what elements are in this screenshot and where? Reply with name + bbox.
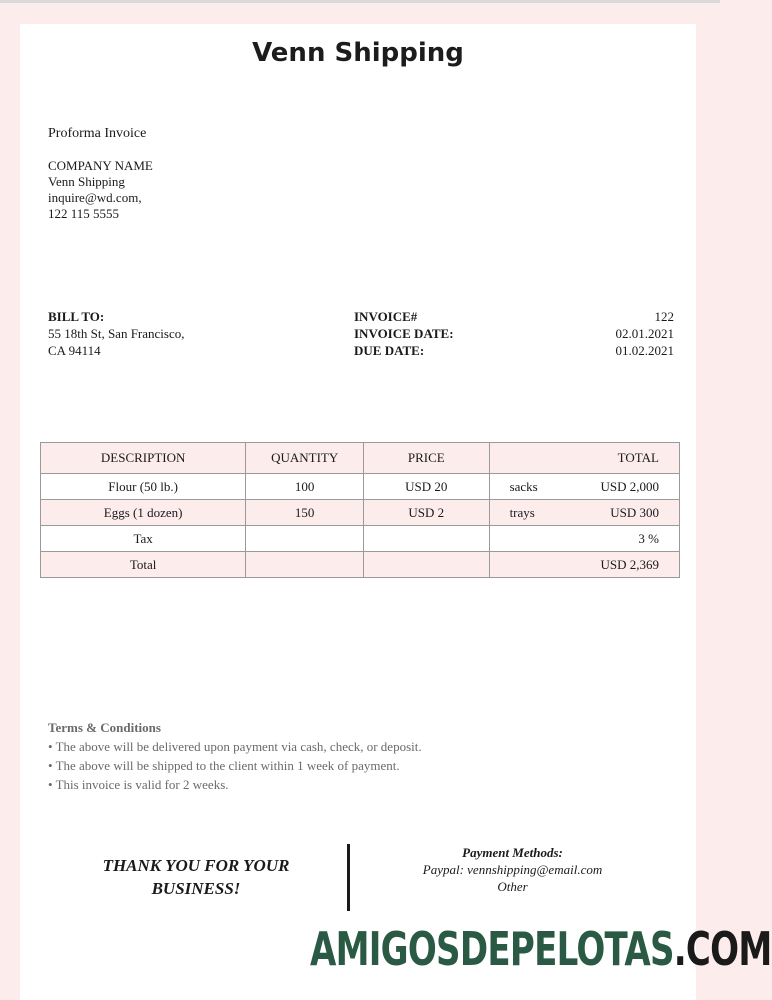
company-title: Venn Shipping xyxy=(252,38,464,68)
terms-section xyxy=(48,718,422,794)
row-total-value: USD 2,000 xyxy=(600,478,659,494)
row-price: USD 20 xyxy=(364,474,490,500)
items-table xyxy=(40,442,680,578)
header-price: PRICE xyxy=(364,443,490,474)
due-date: 01.02.2021 xyxy=(615,343,674,358)
header-total xyxy=(489,443,679,474)
row-price xyxy=(364,526,490,552)
company-phone: 122 115 5555 xyxy=(48,206,120,221)
invoice-number-label: INVOICE# xyxy=(354,309,418,324)
payment-other: Other xyxy=(497,879,528,894)
top-border-line xyxy=(0,0,720,3)
table-row xyxy=(41,526,680,552)
invoice-number-row xyxy=(354,308,674,325)
document-type: Proforma Invoice xyxy=(48,126,147,141)
company-label: COMPANY NAME xyxy=(48,158,153,173)
invoice-date-label: INVOICE DATE: xyxy=(354,326,454,341)
company-email: inquire@wd.com, xyxy=(48,190,142,205)
footer-divider xyxy=(347,844,350,911)
row-description: Flour (50 lb.) xyxy=(41,474,246,500)
row-total-value: 3 % xyxy=(638,530,659,546)
row-total xyxy=(489,474,679,500)
row-price: USD 2 xyxy=(364,500,490,526)
invoice-details xyxy=(354,308,674,359)
row-unit: trays xyxy=(509,504,535,520)
row-quantity xyxy=(246,552,364,578)
invoice-date-row xyxy=(354,325,674,342)
terms-item: • The above will be shipped to the client within 1 week of payment. xyxy=(48,758,400,773)
bill-to-address-line2: CA 94114 xyxy=(48,343,101,358)
row-quantity xyxy=(246,526,364,552)
header-total-label: TOTAL xyxy=(617,450,659,465)
row-total-value: USD 300 xyxy=(610,504,659,520)
table-row xyxy=(41,500,680,526)
watermark-main: AMIGOSDEPELOTAS xyxy=(310,922,674,976)
thanks-line1: THANK YOU FOR YOUR xyxy=(102,856,290,875)
row-price xyxy=(364,552,490,578)
header-description: DESCRIPTION xyxy=(41,443,246,474)
bill-to-label: BILL TO: xyxy=(48,309,105,324)
site-watermark xyxy=(310,922,772,976)
company-info xyxy=(48,158,153,222)
due-date-label: DUE DATE: xyxy=(354,343,425,358)
payment-methods xyxy=(380,844,645,895)
bill-to-address-line1: 55 18th St, San Francisco, xyxy=(48,326,185,341)
terms-title: Terms & Conditions xyxy=(48,720,161,735)
due-date-row xyxy=(354,342,674,359)
header-quantity: QUANTITY xyxy=(246,443,364,474)
row-total xyxy=(489,552,679,578)
row-total xyxy=(489,526,679,552)
row-total xyxy=(489,500,679,526)
thanks-line2: BUSINESS! xyxy=(151,879,241,898)
table-row xyxy=(41,474,680,500)
terms-item: • The above will be delivered upon payment via cash, check, or deposit. xyxy=(48,739,422,754)
table-header-row xyxy=(41,443,680,474)
row-quantity: 100 xyxy=(246,474,364,500)
payment-title: Payment Methods: xyxy=(462,845,563,860)
thank-you-message xyxy=(80,854,312,900)
row-unit: sacks xyxy=(509,478,538,494)
row-description: Eggs (1 dozen) xyxy=(41,500,246,526)
terms-item: • This invoice is valid for 2 weeks. xyxy=(48,777,229,792)
invoice-sheet xyxy=(20,24,696,1000)
invoice-date: 02.01.2021 xyxy=(615,326,674,341)
row-quantity: 150 xyxy=(246,500,364,526)
watermark-tld: .COM xyxy=(673,922,772,976)
company-name: Venn Shipping xyxy=(48,174,125,189)
row-description: Tax xyxy=(41,526,246,552)
invoice-number: 122 xyxy=(654,309,674,324)
row-total-value: USD 2,369 xyxy=(600,556,659,572)
payment-paypal: Paypal: vennshipping@email.com xyxy=(422,862,603,877)
bill-to xyxy=(48,308,185,359)
table-row xyxy=(41,552,680,578)
row-description: Total xyxy=(41,552,246,578)
